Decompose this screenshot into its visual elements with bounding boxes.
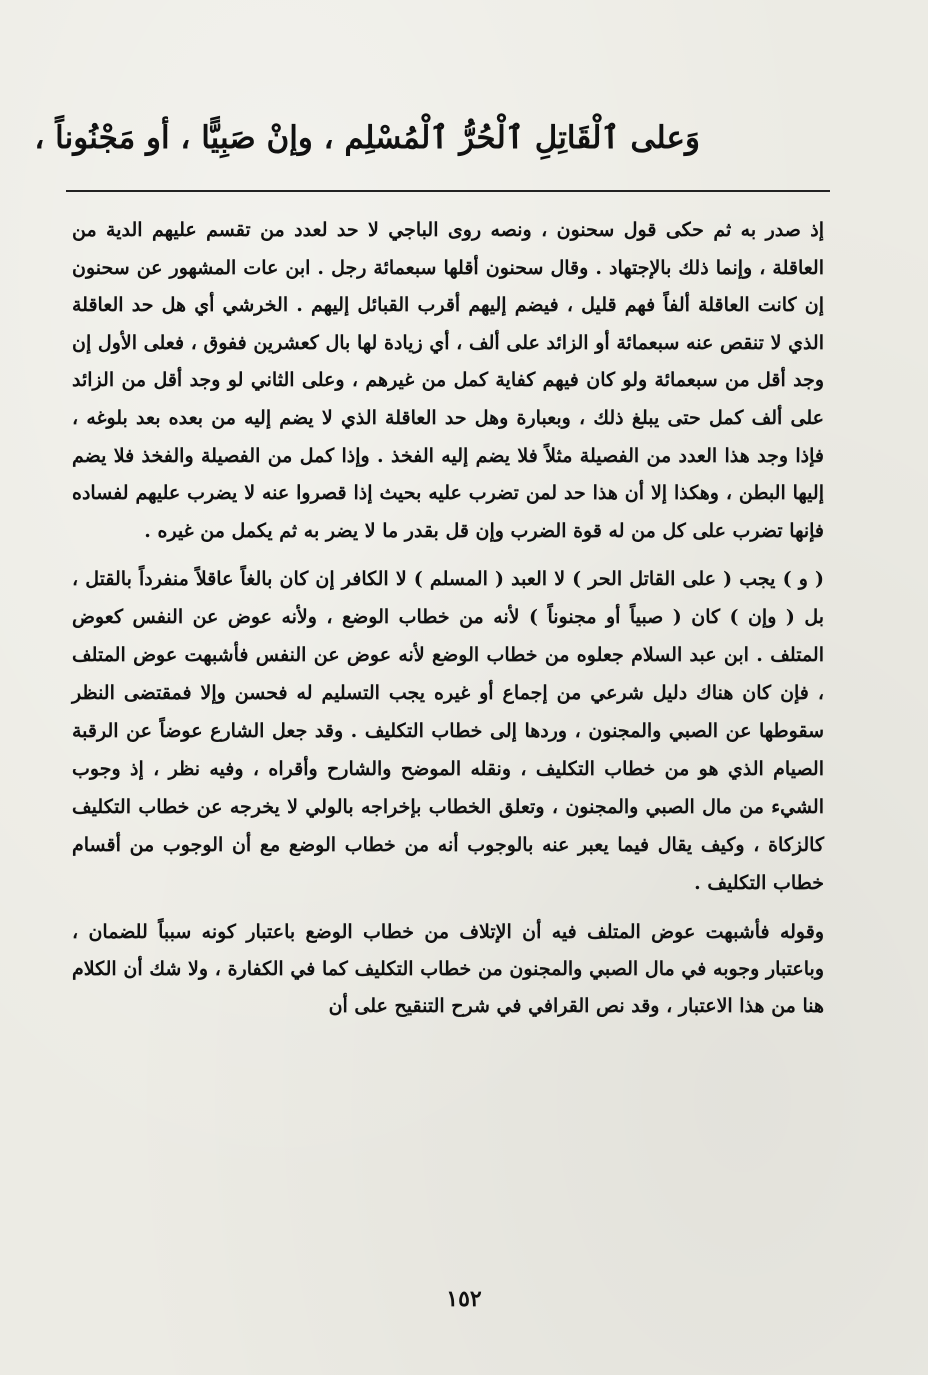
verse-header: وَعلى ٱلْقَاتِلِ ٱلْحُرُّ ٱلْمُسْلِم ، وإنْ صَبِيًّا ، أو مَجْنُوناً ،: [34, 120, 700, 156]
paragraph-2: ( و ) يجب ( على القاتل الحر ) لا العبد ( المسلم ) لا الكافر إن كان بالغاً عاقلاً منفرداً بالقتل ، بل ( وإن ) كان ( صبياً أو مجنوناً ) لأنه من خطاب الوضع ، ولأنه عوض عن النفس كعوض المتلف . ابن عبد السلام جعلوه من خطاب الوضع لأنه عوض عن النفس فأشبهت عوض المتلف ، فإن كان هناك دليل شرعي من إجماع أو غيره يجب التسليم له فحسن وإلا فمقتضى النظر سقوطها عن الصبي والمجنون ، وردها إلى خطاب التكليف . وقد جعل الشارع عوضاً عن الرقبة الصيام الذي هو من خطاب التكليف ، ونقله الموضح والشارح وأقراه ، وفيه نظر ، إذ وجوب الشيء من مال الصبي والمجنون ، وتعلق الخطاب بإخراجه بالولي لا يخرجه عن خطاب التكليف كالزكاة ، وكيف يقال فيما يعبر عنه بالوجوب أنه من خطاب الوضع مع أن الوجوب من أقسام خطاب التكليف .: [72, 568, 824, 895]
paragraph-3: وقوله فأشبهت عوض المتلف فيه أن الإتلاف من خطاب الوضع باعتبار كونه سبباً للضمان ، وباعتبار وجوبه في مال الصبي والمجنون من خطاب التكليف كما في الكفارة ، ولا شك أن الكلام هنا من هذا الاعتبار ، وقد نص القرافي في شرح التنقيح على أن: [72, 921, 824, 1018]
commentary-body: [72, 212, 824, 1025]
paragraph-1: إذ صدر به ثم حكى قول سحنون ، ونصه روى الباجي لا حد لعدد من تقسم عليهم الدية من العاقلة ، وإنما ذلك بالإجتهاد . وقال سحنون أقلها سبعمائة رجل . ابن عات المشهور عن سحنون إن كانت العاقلة ألفاً فهم قليل ، فيضم إليهم أقرب القبائل إليهم . الخرشي أي هل حد العاقلة الذي لا تنقص عنه سبعمائة أو الزائد على ألف ، أي زيادة لها بال كعشرين ففوق ، فعلى الأول إن وجد أقل من سبعمائة ولو كان فيهم كفاية كمل من غيرهم ، وعلى الثاني لو وجد أقل من الزائد على ألف كمل حتى يبلغ ذلك ، وبعبارة وهل حد العاقلة الذي لا يضم إليه من بعده بعد بلوغه ، فإذا وجد هذا العدد من الفصيلة مثلاً فلا يضم إليه الفخذ . وإذا كمل من الفصيلة والفخذ فلا يضم إليها البطن ، وهكذا إلا أن هذا حد لمن تضرب عليه بحيث إذا قصروا عنه لا يضرب عليهم لفساده فإنها تضرب على كل من له قوة الضرب وإن قل بقدر ما لا يضر به ثم يكمل من غيره .: [72, 219, 824, 542]
header-divider: [66, 190, 830, 192]
page-number: ١٥٢: [446, 1286, 482, 1312]
